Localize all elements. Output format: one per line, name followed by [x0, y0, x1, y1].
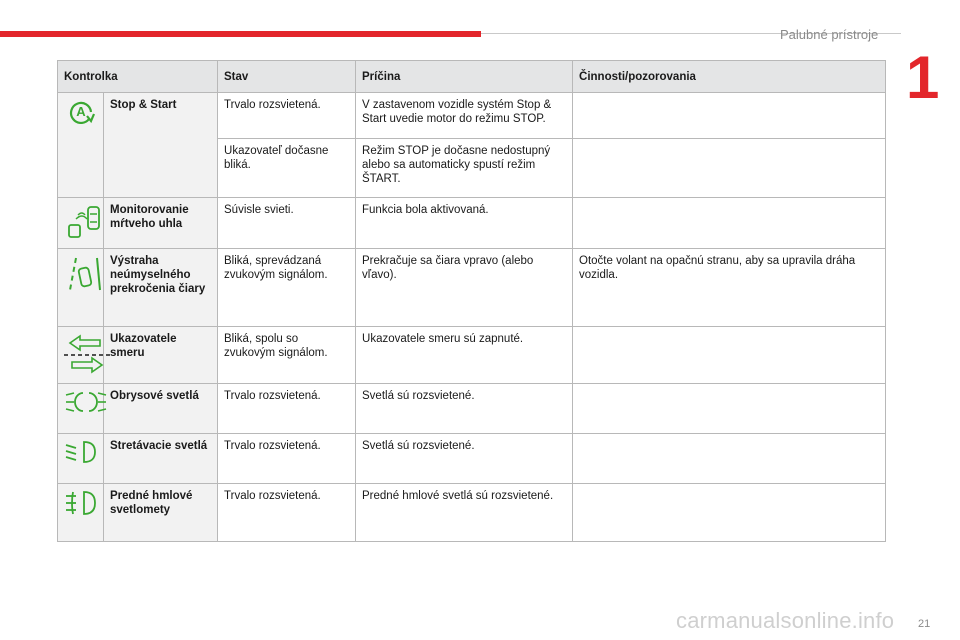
indicator-name: Monitorovanie mŕtveho uhla [104, 198, 218, 249]
column-header: Kontrolka [58, 61, 218, 93]
page-number: 21 [918, 618, 931, 630]
watermark: carmanualsonline.info [676, 608, 895, 633]
indicator-icon-cell [58, 249, 104, 327]
column-header: Príčina [356, 61, 573, 93]
column-header: Stav [218, 61, 356, 93]
indicator-state: Trvalo rozsvietená. [218, 93, 356, 139]
indicator-icon-cell [58, 434, 104, 484]
turn-signals-icon [64, 365, 110, 377]
indicator-cause: Funkcia bola aktivovaná. [356, 198, 573, 249]
indicator-icon-cell [58, 327, 104, 384]
indicator-action [573, 139, 886, 198]
blind-spot-icon [64, 230, 104, 242]
indicator-action [573, 484, 886, 542]
indicator-action [573, 198, 886, 249]
table-row [58, 198, 886, 249]
indicator-name: Ukazovatele smeru [104, 327, 218, 384]
indicator-cause: Predné hmlové svetlá sú rozsvietené. [356, 484, 573, 542]
indicator-action [573, 93, 886, 139]
table-row [58, 434, 886, 484]
indicator-state: Súvisle svieti. [218, 198, 356, 249]
indicator-icon-cell [58, 484, 104, 542]
table-header-row [58, 61, 886, 93]
indicator-action [573, 434, 886, 484]
indicator-state: Bliká, sprevádzaná zvukovým signálom. [218, 249, 356, 327]
indicator-cause: Režim STOP je dočasne nedostupný alebo sa automaticky spustí režim ŠTART. [356, 139, 573, 198]
indicator-name: Stretávacie svetlá [104, 434, 218, 484]
stop-start-icon [66, 104, 96, 127]
table-row [58, 249, 886, 327]
indicator-cause: Svetlá sú rozsvietené. [356, 384, 573, 434]
indicator-icon-cell [58, 198, 104, 249]
indicator-action: Otočte volant na opačnú stranu, aby sa upravila dráha vozidla. [573, 249, 886, 327]
indicator-cause: Prekračuje sa čiara vpravo (alebo vľavo). [356, 249, 573, 327]
indicator-cause: Ukazovatele smeru sú zapnuté. [356, 327, 573, 384]
svg-text:A: A [75, 104, 86, 119]
indicator-name: Výstraha neúmyselného prekročenia čiary [104, 249, 218, 327]
indicator-icon-cell [58, 384, 104, 434]
front-fog-lamp-icon [64, 508, 98, 520]
section-title: Palubné prístroje [780, 27, 879, 42]
table-row [58, 93, 886, 139]
indicator-cause: V zastavenom vozidle systém Stop & Start uvedie motor do režimu STOP. [356, 93, 573, 139]
indicator-action [573, 384, 886, 434]
header-accent-bar [0, 31, 481, 37]
indicator-cause: Svetlá sú rozsvietené. [356, 434, 573, 484]
table-row [58, 327, 886, 384]
indicator-name: Stop & Start [104, 93, 218, 198]
indicator-table [57, 60, 886, 542]
side-lights-icon [64, 406, 108, 418]
indicator-action [573, 327, 886, 384]
indicator-state: Trvalo rozsvietená. [218, 484, 356, 542]
indicator-state: Trvalo rozsvietená. [218, 434, 356, 484]
indicator-state: Bliká, spolu so zvukovým signálom. [218, 327, 356, 384]
column-header: Činnosti/pozorovania [573, 61, 886, 93]
indicator-icon-cell [58, 93, 104, 198]
dipped-beam-icon [64, 456, 98, 468]
indicator-name: Obrysové svetlá [104, 384, 218, 434]
lane-departure-icon [64, 285, 104, 297]
table-row [58, 384, 886, 434]
table-row [58, 484, 886, 542]
indicator-name: Predné hmlové svetlomety [104, 484, 218, 542]
indicator-state: Ukazovateľ dočasne bliká. [218, 139, 356, 198]
chapter-number: 1 [906, 44, 940, 111]
indicator-state: Trvalo rozsvietená. [218, 384, 356, 434]
